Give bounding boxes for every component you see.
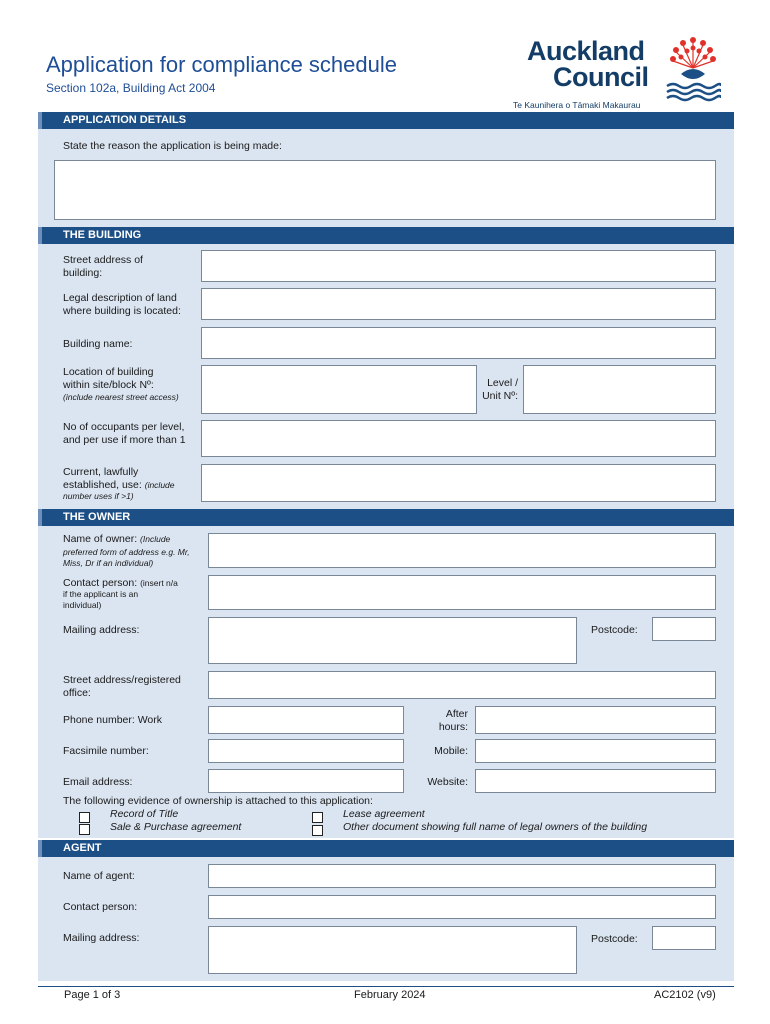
owner-name-label-text: Name of owner: <box>63 533 138 545</box>
building-panel <box>38 244 734 509</box>
section-accent <box>38 112 42 129</box>
street-registered-office-field[interactable] <box>208 671 716 699</box>
application-details-panel <box>38 129 734 227</box>
agent-name-label: Name of agent: <box>63 870 135 882</box>
section-header-agent <box>38 840 734 857</box>
website-label: Website: <box>427 776 468 788</box>
website-field[interactable] <box>475 769 716 793</box>
use-hint-inline: (include <box>144 480 175 490</box>
section-title: APPLICATION DETAILS <box>63 114 187 126</box>
after-hours-label: After hours: <box>438 708 468 733</box>
logo-tagline: Te Kaunihera o Tāmaki Makaurau <box>513 100 641 110</box>
section-header-the-owner <box>38 509 734 526</box>
location-label: Location of building within site/block Nº: <box>63 366 154 391</box>
section-title: THE BUILDING <box>63 229 142 241</box>
agent-name-field[interactable] <box>208 864 716 888</box>
contact-person-label-text: Contact person: <box>63 577 138 589</box>
location-hint: (include nearest street access) <box>63 392 179 402</box>
phone-work-field[interactable] <box>208 706 404 734</box>
agent-panel <box>38 857 734 981</box>
lease-agreement-checkbox[interactable] <box>312 812 323 823</box>
use-hint: number uses if >1) <box>63 491 134 501</box>
owner-name-hint-inline: (Include <box>140 534 171 544</box>
page-number: Page 1 of 3 <box>64 989 121 1001</box>
owner-name-hint: preferred form of address e.g. Mr, Miss, Dr if an individual) <box>63 547 190 568</box>
page-subtitle: Section 102a, Building Act 2004 <box>46 81 216 95</box>
facsimile-label: Facsimile number: <box>63 745 149 757</box>
mobile-label: Mobile: <box>434 745 468 757</box>
owner-panel <box>38 526 734 838</box>
agent-contact-label: Contact person: <box>63 901 138 913</box>
occupants-label: No of occupants per level, and per use if more than 1 <box>63 421 186 446</box>
section-header-the-building <box>38 227 734 244</box>
level-unit-field[interactable] <box>523 365 716 414</box>
evidence-label: The following evidence of ownership is attached to this application: <box>63 795 373 807</box>
other-document-label: Other document showing full name of legal owners of the building <box>343 821 648 833</box>
use-label-text: Current, lawfully established, use: <box>63 466 142 491</box>
section-title: THE OWNER <box>63 511 131 523</box>
use-label <box>63 466 188 492</box>
agent-mailing-label: Mailing address: <box>63 932 140 944</box>
section-accent <box>38 509 42 526</box>
section-accent <box>38 227 42 244</box>
sale-purchase-checkbox[interactable] <box>79 824 90 835</box>
pohutukawa-flower-icon <box>665 34 721 104</box>
reason-label: State the reason the application is being made: <box>63 140 282 152</box>
mailing-address-label: Mailing address: <box>63 624 140 636</box>
auckland-council-logo <box>505 34 720 114</box>
facsimile-field[interactable] <box>208 739 404 763</box>
agent-contact-field[interactable] <box>208 895 716 919</box>
reason-field[interactable] <box>54 160 716 220</box>
contact-person-hint: if the applicant is an individual) <box>63 589 139 610</box>
owner-name-field[interactable] <box>208 533 716 568</box>
legal-description-label: Legal description of land where building is located: <box>63 292 181 317</box>
email-label: Email address: <box>63 776 133 788</box>
footer-divider <box>38 986 734 987</box>
lease-agreement-label: Lease agreement <box>343 808 425 820</box>
other-document-checkbox[interactable] <box>312 825 323 836</box>
agent-postcode-label: Postcode: <box>591 933 638 945</box>
owner-name-label <box>63 533 213 546</box>
building-name-field[interactable] <box>201 327 716 359</box>
occupants-field[interactable] <box>201 420 716 457</box>
mobile-field[interactable] <box>475 739 716 763</box>
section-accent <box>38 840 42 857</box>
agent-postcode-field[interactable] <box>652 926 716 950</box>
logo-text-council: Council <box>553 62 649 92</box>
section-header-application-details <box>38 112 734 129</box>
postcode-field[interactable] <box>652 617 716 641</box>
contact-hint-inline: (insert n/a <box>140 578 178 588</box>
section-title: AGENT <box>63 842 102 854</box>
after-hours-field[interactable] <box>475 706 716 734</box>
footer-date: February 2024 <box>354 989 426 1001</box>
street-address-label: Street address of building: <box>63 254 143 279</box>
postcode-label: Postcode: <box>591 624 638 636</box>
level-unit-label: Level / Unit Nº: <box>482 377 518 402</box>
contact-person-field[interactable] <box>208 575 716 610</box>
record-of-title-label: Record of Title <box>110 808 179 820</box>
email-field[interactable] <box>208 769 404 793</box>
page-title: Application for compliance schedule <box>46 52 397 77</box>
mailing-address-field[interactable] <box>208 617 577 664</box>
form-code: AC2102 (v9) <box>654 989 716 1001</box>
agent-mailing-field[interactable] <box>208 926 577 974</box>
location-field[interactable] <box>201 365 477 414</box>
legal-description-field[interactable] <box>201 288 716 320</box>
street-registered-office-label: Street address/registered office: <box>63 674 181 699</box>
record-of-title-checkbox[interactable] <box>79 812 90 823</box>
phone-work-label: Phone number: Work <box>63 714 163 726</box>
use-field[interactable] <box>201 464 716 502</box>
sale-purchase-label: Sale & Purchase agreement <box>110 821 242 833</box>
building-name-label: Building name: <box>63 338 133 350</box>
logo-text-auckland: Auckland <box>527 36 645 66</box>
street-address-field[interactable] <box>201 250 716 282</box>
